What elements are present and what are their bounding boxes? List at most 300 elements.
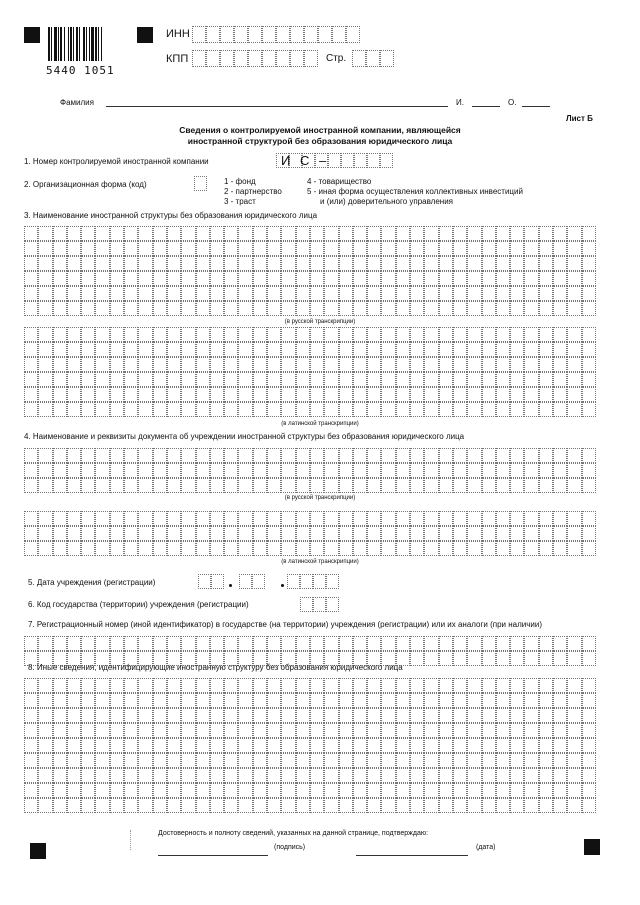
input-cell[interactable] [453, 651, 467, 666]
input-cell[interactable] [410, 478, 424, 493]
input-cell[interactable] [510, 651, 524, 666]
input-cell-row[interactable] [24, 478, 596, 493]
input-cell[interactable] [110, 271, 124, 286]
input-cell[interactable] [467, 753, 481, 768]
input-cell[interactable] [567, 402, 581, 417]
input-cell[interactable] [67, 738, 81, 753]
input-cell[interactable] [439, 723, 453, 738]
input-cell[interactable] [153, 357, 167, 372]
input-cell[interactable] [238, 768, 252, 783]
input-cell[interactable] [339, 241, 353, 256]
input-cell[interactable] [439, 651, 453, 666]
input-cell[interactable] [95, 357, 109, 372]
input-cell[interactable] [582, 511, 596, 526]
input-cell[interactable] [482, 636, 496, 651]
input-cell[interactable] [153, 226, 167, 241]
input-cell[interactable] [167, 738, 181, 753]
input-cell[interactable] [381, 463, 395, 478]
input-cell[interactable] [353, 541, 367, 556]
input-cell[interactable] [253, 723, 267, 738]
input-cell[interactable] [567, 693, 581, 708]
input-cell[interactable] [439, 636, 453, 651]
input-cell[interactable] [224, 327, 238, 342]
input-cell[interactable] [238, 783, 252, 798]
input-cell[interactable] [310, 301, 324, 316]
input-cell[interactable] [238, 271, 252, 286]
input-cell[interactable] [582, 327, 596, 342]
input-cell[interactable] [482, 448, 496, 463]
input-cell[interactable] [296, 693, 310, 708]
input-cell[interactable] [524, 693, 538, 708]
input-cell[interactable] [381, 693, 395, 708]
input-cell[interactable] [482, 723, 496, 738]
input-cell[interactable] [396, 402, 410, 417]
input-cell[interactable] [567, 768, 581, 783]
input-cell[interactable] [238, 678, 252, 693]
input-cell[interactable] [424, 226, 438, 241]
input-cell[interactable] [210, 678, 224, 693]
input-cell[interactable] [567, 387, 581, 402]
input-cell[interactable] [296, 387, 310, 402]
input-cell[interactable] [38, 286, 52, 301]
input-cell[interactable] [410, 636, 424, 651]
input-cell[interactable] [453, 768, 467, 783]
input-cell[interactable] [482, 402, 496, 417]
input-cell[interactable] [210, 526, 224, 541]
input-cell[interactable] [424, 753, 438, 768]
input-cell-row[interactable] [24, 541, 596, 556]
input-cell[interactable] [24, 768, 38, 783]
input-cell[interactable] [296, 256, 310, 271]
input-cell[interactable] [353, 783, 367, 798]
input-cell[interactable] [381, 636, 395, 651]
input-cell[interactable] [539, 753, 553, 768]
input-cell[interactable] [38, 783, 52, 798]
input-cell[interactable] [38, 738, 52, 753]
input-cell[interactable] [567, 226, 581, 241]
input-cell[interactable] [224, 723, 238, 738]
input-cell[interactable] [410, 286, 424, 301]
input-cell[interactable] [310, 636, 324, 651]
input-cell[interactable] [553, 723, 567, 738]
input-cell[interactable] [510, 387, 524, 402]
input-cell[interactable] [81, 768, 95, 783]
input-cell[interactable] [453, 342, 467, 357]
input-cell[interactable] [124, 511, 138, 526]
input-cell[interactable] [482, 738, 496, 753]
input-cell[interactable] [110, 753, 124, 768]
input-cell[interactable] [110, 342, 124, 357]
input-cell[interactable] [238, 738, 252, 753]
input-cell[interactable] [67, 526, 81, 541]
input-cell-row[interactable] [24, 753, 596, 768]
input-cell[interactable] [467, 526, 481, 541]
input-cell[interactable] [496, 541, 510, 556]
input-cell[interactable] [453, 301, 467, 316]
input-cell[interactable] [281, 526, 295, 541]
input-cell[interactable] [124, 636, 138, 651]
input-cell[interactable] [539, 463, 553, 478]
input-cell[interactable] [353, 738, 367, 753]
input-cell[interactable] [67, 723, 81, 738]
input-cell[interactable] [124, 226, 138, 241]
input-cell[interactable] [396, 463, 410, 478]
input-cell[interactable] [296, 738, 310, 753]
input-cell[interactable] [353, 402, 367, 417]
input-cell[interactable] [110, 693, 124, 708]
input-cell[interactable] [410, 708, 424, 723]
input-cell[interactable] [124, 327, 138, 342]
input-cell[interactable] [296, 372, 310, 387]
input-cell[interactable] [539, 651, 553, 666]
input-cell[interactable] [582, 526, 596, 541]
input-cell[interactable] [138, 738, 152, 753]
input-cell[interactable] [210, 783, 224, 798]
input-cell-row[interactable] [24, 226, 596, 241]
input-cell[interactable] [224, 372, 238, 387]
input-cell[interactable] [482, 708, 496, 723]
input-cell[interactable] [290, 26, 304, 43]
input-cell[interactable] [196, 402, 210, 417]
input-cell[interactable] [181, 783, 195, 798]
input-cell[interactable] [296, 708, 310, 723]
input-cell[interactable] [367, 301, 381, 316]
input-cell[interactable] [482, 783, 496, 798]
input-cell[interactable] [81, 342, 95, 357]
input-cell[interactable] [467, 256, 481, 271]
input-cell[interactable] [95, 798, 109, 813]
input-cell[interactable] [482, 226, 496, 241]
input-cell[interactable] [281, 387, 295, 402]
input-cell[interactable] [567, 636, 581, 651]
input-cell[interactable] [396, 241, 410, 256]
input-cell[interactable] [582, 541, 596, 556]
input-cell[interactable] [496, 402, 510, 417]
input-cell[interactable] [453, 327, 467, 342]
input-cell[interactable] [524, 402, 538, 417]
input-cell[interactable] [210, 753, 224, 768]
input-cell[interactable] [124, 693, 138, 708]
input-cell[interactable] [38, 768, 52, 783]
s5-year-field[interactable] [287, 574, 339, 589]
input-cell[interactable] [167, 286, 181, 301]
input-cell[interactable] [482, 327, 496, 342]
input-cell[interactable] [138, 753, 152, 768]
input-cell[interactable] [396, 387, 410, 402]
input-cell[interactable] [296, 526, 310, 541]
input-cell[interactable] [381, 226, 395, 241]
input-cell[interactable] [582, 357, 596, 372]
input-cell[interactable] [553, 478, 567, 493]
input-cell[interactable] [410, 738, 424, 753]
input-cell[interactable] [524, 357, 538, 372]
input-cell[interactable] [496, 768, 510, 783]
input-cell[interactable] [310, 402, 324, 417]
input-cell[interactable] [67, 463, 81, 478]
input-cell[interactable] [453, 511, 467, 526]
input-cell[interactable] [339, 738, 353, 753]
input-cell[interactable] [467, 402, 481, 417]
input-cell[interactable] [253, 478, 267, 493]
input-cell[interactable] [482, 651, 496, 666]
input-cell[interactable] [124, 463, 138, 478]
input-cell[interactable] [439, 768, 453, 783]
input-cell[interactable] [167, 768, 181, 783]
input-cell[interactable] [539, 526, 553, 541]
input-cell[interactable] [95, 723, 109, 738]
input-cell[interactable] [67, 478, 81, 493]
input-cell[interactable] [281, 678, 295, 693]
input-cell[interactable] [310, 541, 324, 556]
input-cell[interactable] [304, 26, 318, 43]
input-cell[interactable] [453, 372, 467, 387]
input-cell[interactable] [81, 387, 95, 402]
input-cell[interactable] [38, 723, 52, 738]
input-cell[interactable] [53, 636, 67, 651]
input-cell[interactable] [510, 463, 524, 478]
input-cell[interactable] [354, 153, 367, 168]
input-cell[interactable] [138, 693, 152, 708]
input-cell[interactable] [281, 723, 295, 738]
input-cell[interactable] [380, 153, 393, 168]
input-cell[interactable] [81, 541, 95, 556]
input-cell[interactable] [510, 372, 524, 387]
input-cell[interactable] [353, 327, 367, 342]
input-cell[interactable] [181, 241, 195, 256]
input-cell[interactable] [318, 26, 332, 43]
input-cell[interactable] [253, 226, 267, 241]
input-cell[interactable] [553, 286, 567, 301]
input-cell[interactable] [424, 798, 438, 813]
input-cell[interactable] [124, 526, 138, 541]
input-cell[interactable] [267, 241, 281, 256]
input-cell[interactable] [410, 651, 424, 666]
input-cell[interactable] [467, 511, 481, 526]
input-cell[interactable] [381, 402, 395, 417]
input-cell[interactable] [196, 286, 210, 301]
input-cell[interactable] [181, 478, 195, 493]
input-cell[interactable] [253, 327, 267, 342]
input-cell[interactable] [553, 753, 567, 768]
input-cell[interactable] [224, 768, 238, 783]
input-cell[interactable] [38, 526, 52, 541]
input-cell[interactable] [24, 372, 38, 387]
input-cell[interactable] [210, 327, 224, 342]
input-cell[interactable] [310, 342, 324, 357]
input-cell[interactable] [482, 372, 496, 387]
input-cell[interactable] [210, 286, 224, 301]
input-cell[interactable] [324, 241, 338, 256]
input-cell[interactable] [510, 636, 524, 651]
input-cell[interactable] [267, 541, 281, 556]
input-cell[interactable] [267, 738, 281, 753]
input-cell[interactable] [396, 738, 410, 753]
input-cell[interactable] [482, 478, 496, 493]
input-cell[interactable] [453, 636, 467, 651]
input-cell[interactable] [367, 256, 381, 271]
input-cell[interactable] [510, 541, 524, 556]
input-cell[interactable] [296, 541, 310, 556]
input-cell[interactable] [381, 342, 395, 357]
input-cell[interactable] [324, 783, 338, 798]
input-cell[interactable] [267, 678, 281, 693]
input-cell[interactable] [367, 387, 381, 402]
input-cell[interactable] [196, 478, 210, 493]
input-cell[interactable] [267, 357, 281, 372]
input-cell[interactable] [524, 651, 538, 666]
input-cell[interactable] [238, 798, 252, 813]
input-cell[interactable] [124, 402, 138, 417]
input-cell[interactable] [353, 271, 367, 286]
input-cell[interactable] [567, 448, 581, 463]
input-cell[interactable] [353, 241, 367, 256]
input-cell[interactable] [396, 301, 410, 316]
input-cell[interactable] [324, 768, 338, 783]
input-cell[interactable] [367, 723, 381, 738]
input-cell[interactable] [524, 448, 538, 463]
input-cell[interactable] [582, 387, 596, 402]
input-cell[interactable] [353, 678, 367, 693]
input-cell[interactable] [453, 402, 467, 417]
input-cell[interactable] [367, 511, 381, 526]
input-cell-row[interactable] [24, 448, 596, 463]
input-cell[interactable] [424, 636, 438, 651]
input-cell[interactable] [95, 448, 109, 463]
input-cell[interactable] [496, 511, 510, 526]
input-cell[interactable] [424, 511, 438, 526]
input-cell-row[interactable] [24, 256, 596, 271]
input-cell[interactable] [424, 327, 438, 342]
input-cell[interactable] [153, 693, 167, 708]
input-cell[interactable] [310, 448, 324, 463]
input-cell[interactable] [53, 738, 67, 753]
input-cell[interactable] [482, 256, 496, 271]
input-cell[interactable] [367, 738, 381, 753]
input-cell[interactable] [553, 541, 567, 556]
input-cell[interactable] [181, 402, 195, 417]
input-cell[interactable] [582, 768, 596, 783]
input-cell[interactable] [296, 723, 310, 738]
input-cell[interactable] [324, 301, 338, 316]
input-cell-row[interactable] [24, 342, 596, 357]
input-cell[interactable] [67, 693, 81, 708]
input-cell[interactable] [153, 286, 167, 301]
input-cell[interactable] [262, 26, 276, 43]
input-cell[interactable] [539, 541, 553, 556]
input-cell[interactable] [138, 286, 152, 301]
input-cell[interactable] [339, 448, 353, 463]
input-cell[interactable] [381, 448, 395, 463]
input-cell[interactable] [510, 798, 524, 813]
input-cell[interactable] [238, 708, 252, 723]
input-cell[interactable] [281, 693, 295, 708]
input-cell[interactable] [582, 783, 596, 798]
input-cell[interactable] [324, 708, 338, 723]
input-cell[interactable] [196, 738, 210, 753]
input-cell[interactable] [439, 241, 453, 256]
input-cell[interactable] [467, 226, 481, 241]
input-cell[interactable] [281, 402, 295, 417]
input-cell[interactable] [138, 387, 152, 402]
page-number-field[interactable] [352, 50, 394, 67]
input-cell[interactable] [424, 693, 438, 708]
input-cell[interactable] [310, 256, 324, 271]
input-cell[interactable] [453, 798, 467, 813]
input-cell-row[interactable] [24, 387, 596, 402]
input-cell[interactable] [262, 50, 276, 67]
input-cell[interactable] [339, 478, 353, 493]
input-cell[interactable] [324, 478, 338, 493]
input-cell[interactable] [81, 301, 95, 316]
input-cell-row[interactable] [24, 511, 596, 526]
input-cell-row[interactable] [24, 372, 596, 387]
input-cell[interactable] [67, 387, 81, 402]
input-cell[interactable] [38, 357, 52, 372]
input-cell[interactable] [198, 574, 211, 589]
input-cell[interactable] [339, 357, 353, 372]
input-cell[interactable] [424, 783, 438, 798]
input-cell[interactable] [353, 286, 367, 301]
input-cell[interactable] [567, 478, 581, 493]
input-cell[interactable] [24, 738, 38, 753]
input-cell[interactable] [324, 402, 338, 417]
input-cell[interactable] [410, 541, 424, 556]
input-cell[interactable] [424, 526, 438, 541]
input-cell[interactable] [381, 271, 395, 286]
input-cell[interactable] [424, 301, 438, 316]
input-cell[interactable] [238, 226, 252, 241]
input-cell[interactable] [510, 271, 524, 286]
input-cell[interactable] [310, 372, 324, 387]
input-cell[interactable] [181, 723, 195, 738]
input-cell[interactable] [567, 357, 581, 372]
input-cell[interactable] [110, 327, 124, 342]
input-cell[interactable] [238, 636, 252, 651]
input-cell[interactable] [196, 723, 210, 738]
input-cell[interactable] [253, 708, 267, 723]
input-cell-row[interactable] [24, 768, 596, 783]
input-cell[interactable] [524, 286, 538, 301]
input-cell[interactable] [539, 402, 553, 417]
input-cell[interactable] [110, 226, 124, 241]
input-cell[interactable] [196, 541, 210, 556]
input-cell[interactable] [510, 301, 524, 316]
input-cell[interactable] [24, 708, 38, 723]
input-cell[interactable] [524, 478, 538, 493]
input-cell-row[interactable] [24, 798, 596, 813]
input-cell[interactable] [53, 448, 67, 463]
input-cell[interactable] [510, 723, 524, 738]
input-cell[interactable] [496, 636, 510, 651]
input-cell[interactable] [24, 526, 38, 541]
input-cell[interactable] [67, 402, 81, 417]
input-cell[interactable] [539, 327, 553, 342]
input-cell[interactable] [196, 708, 210, 723]
input-cell[interactable] [81, 463, 95, 478]
input-cell-row[interactable] [24, 402, 596, 417]
input-cell[interactable] [424, 463, 438, 478]
input-cell[interactable] [224, 693, 238, 708]
input-cell[interactable] [410, 511, 424, 526]
input-cell[interactable] [346, 26, 360, 43]
input-cell[interactable] [81, 753, 95, 768]
input-cell[interactable] [53, 693, 67, 708]
input-cell[interactable] [153, 448, 167, 463]
input-cell[interactable] [339, 693, 353, 708]
input-cell[interactable] [238, 286, 252, 301]
input-cell[interactable] [181, 342, 195, 357]
input-cell[interactable] [324, 693, 338, 708]
